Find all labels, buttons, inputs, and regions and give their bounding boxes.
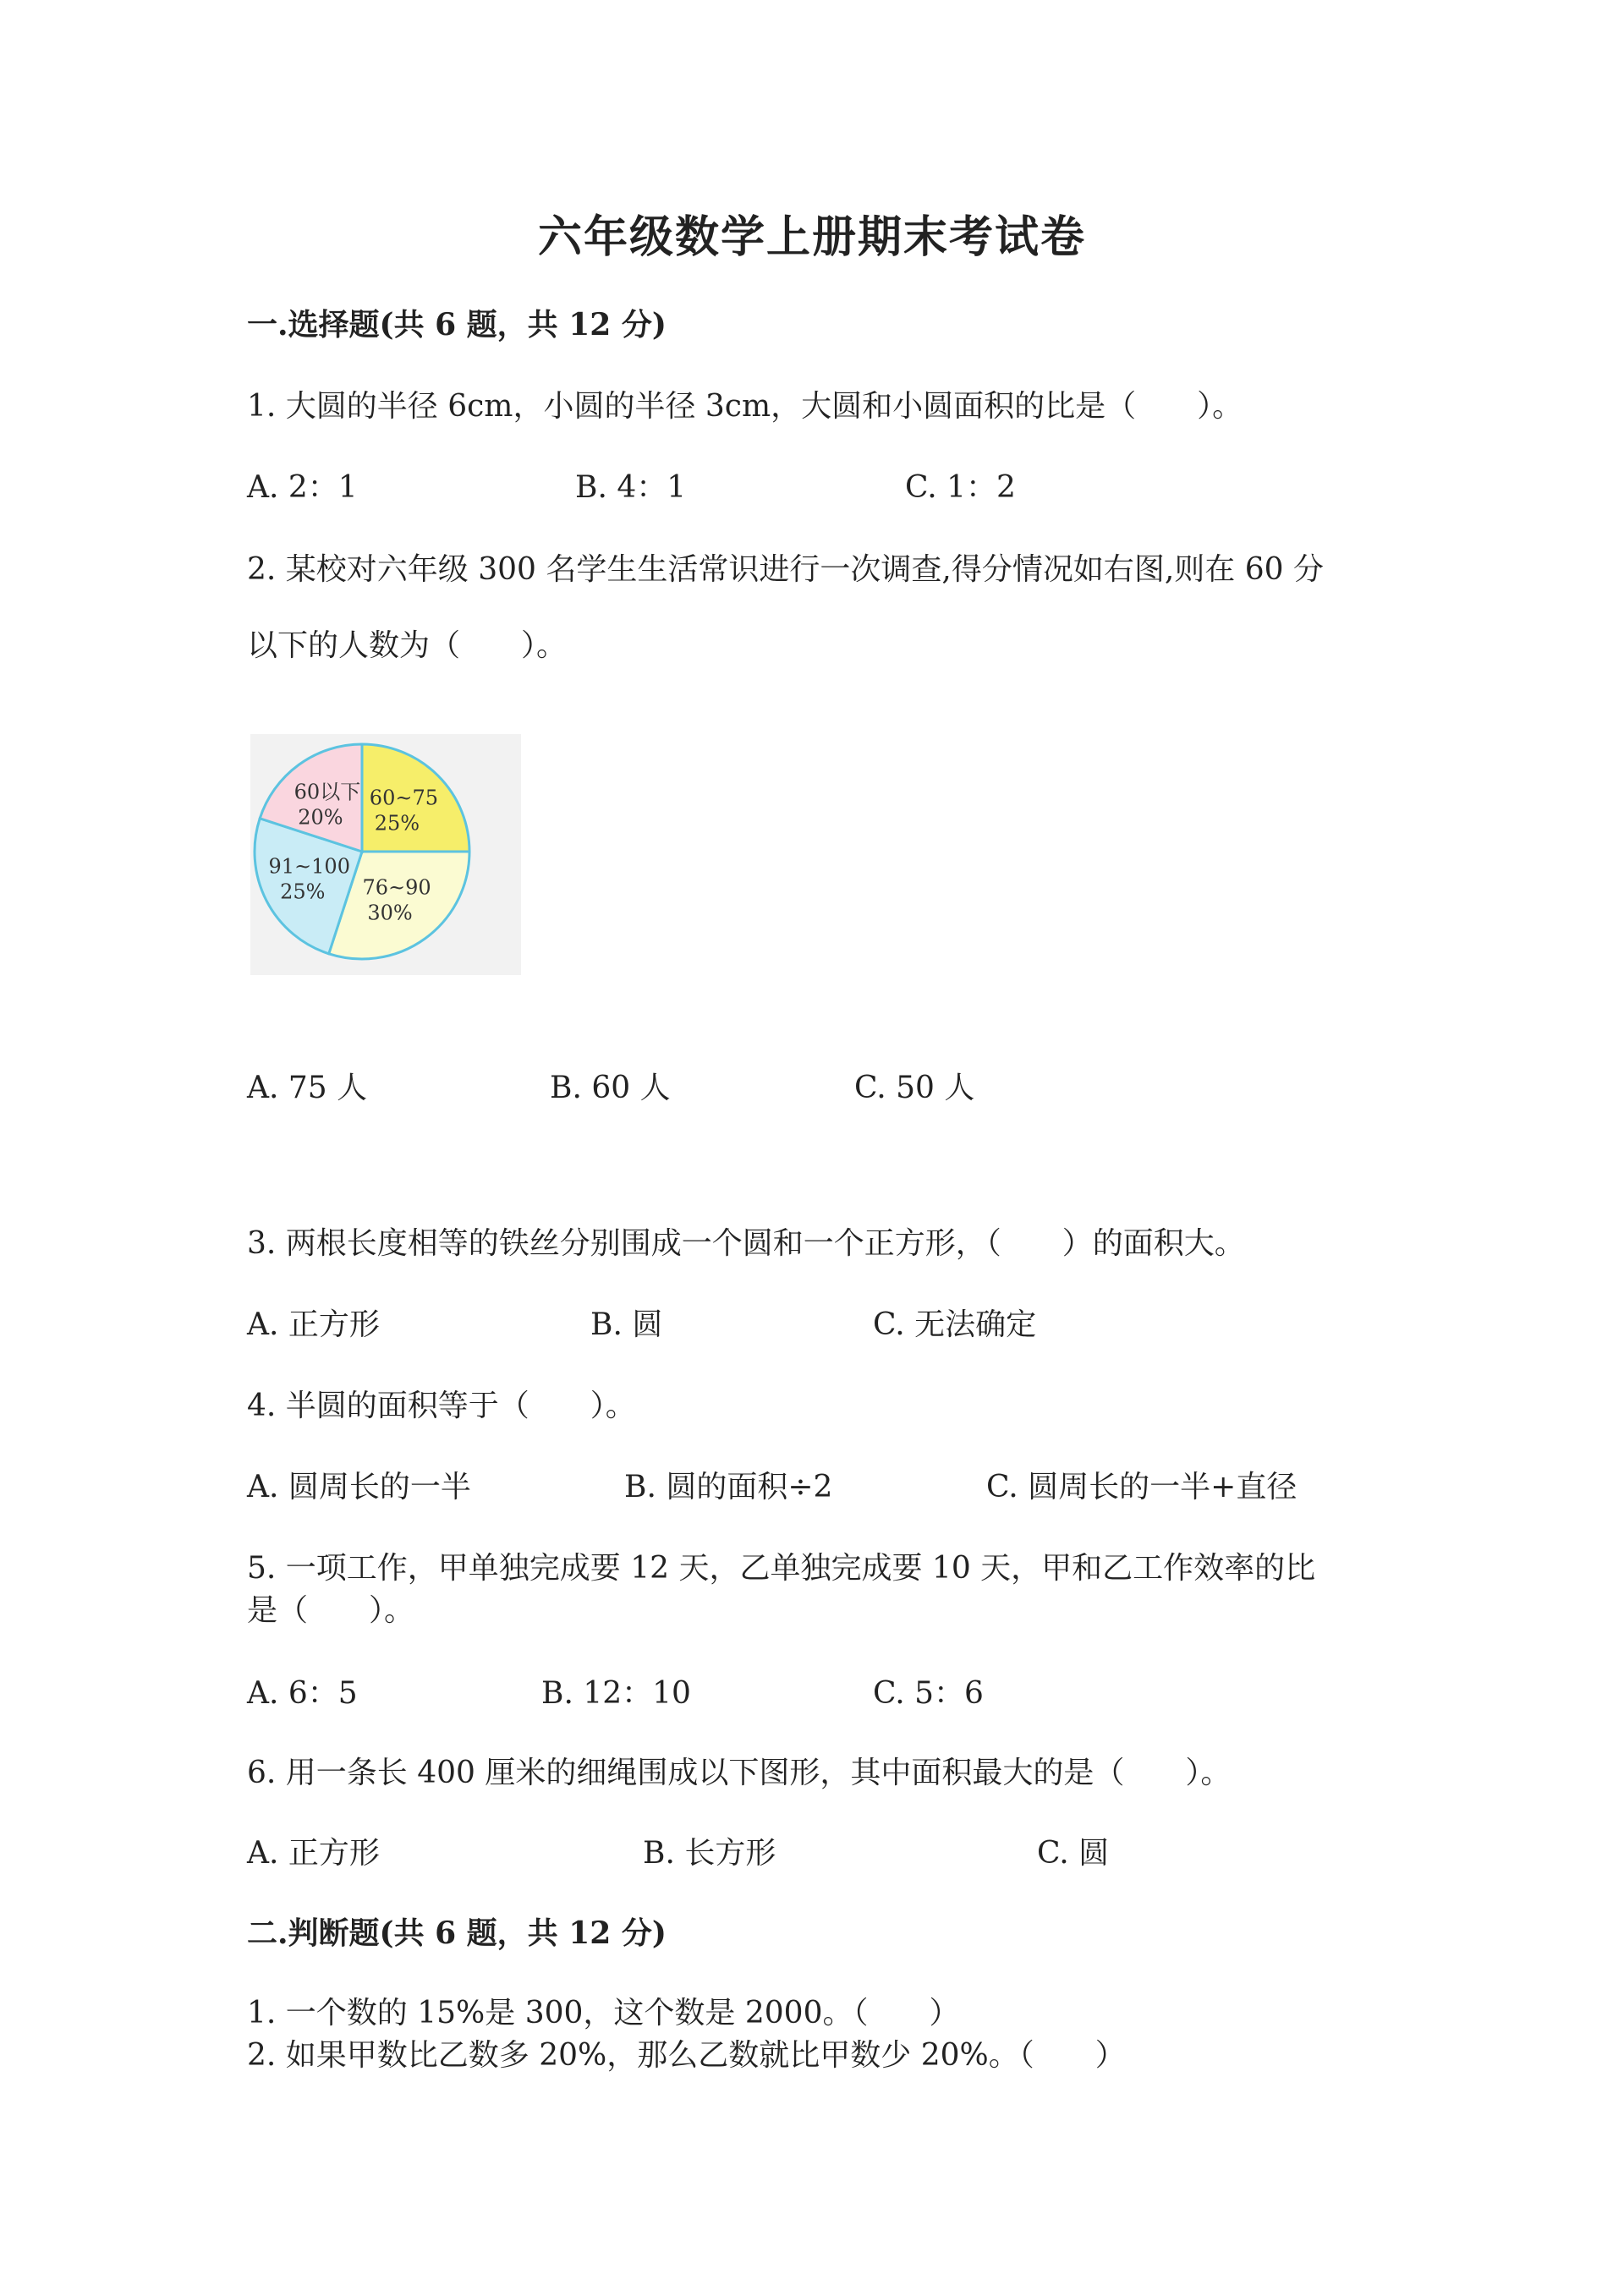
question-4-option-b: B. 圆的面积÷2 — [624, 1470, 833, 1504]
question-5-option-c: C. 5：6 — [873, 1676, 984, 1711]
question-3: 3. 两根长度相等的铁丝分别围成一个圆和一个正方形，（ ）的面积大。 — [247, 1226, 1245, 1261]
question-6-option-b: B. 长方形 — [643, 1836, 776, 1871]
pie-percent-label: 20% — [298, 805, 343, 830]
pie-percent-label: 25% — [374, 811, 420, 836]
question-2-line-2: 以下的人数为（ ）。 — [247, 628, 568, 663]
score-pie-chart — [250, 734, 521, 975]
pie-chart-svg — [250, 734, 521, 975]
pie-label: 60以下 — [294, 780, 361, 804]
question-4-option-c: C. 圆周长的一半+直径 — [986, 1470, 1298, 1504]
judgment-question-2: 2. 如果甲数比乙数多 20%，那么乙数就比甲数少 20%。（ ） — [247, 2038, 1126, 2073]
question-1: 1. 大圆的半径 6cm，小圆的半径 3cm，大圆和小圆面积的比是（ ）。 — [247, 389, 1243, 424]
pie-label: 91~100 — [268, 854, 350, 879]
question-3-option-a: A. 正方形 — [247, 1307, 380, 1342]
pie-percent-label: 25% — [280, 879, 326, 904]
question-6: 6. 用一条长 400 厘米的细绳围成以下图形，其中面积最大的是（ ）。 — [247, 1756, 1232, 1790]
question-2-line-1: 2. 某校对六年级 300 名学生生活常识进行一次调查,得分情况如右图,则在 60 分 — [247, 552, 1324, 587]
pie-label: 76~90 — [362, 875, 431, 900]
question-1-option-b: B. 4：1 — [575, 470, 687, 505]
pie-percent-label: 30% — [367, 901, 413, 925]
section-1-heading: 一.选择题(共 6 题，共 12 分) — [247, 307, 667, 342]
question-3-option-b: B. 圆 — [590, 1307, 663, 1342]
question-6-option-c: C. 圆 — [1037, 1836, 1110, 1871]
question-2-option-c: C. 50 人 — [854, 1071, 975, 1105]
page-title: 六年级数学上册期末考试卷 — [537, 211, 1087, 263]
question-1-option-c: C. 1：2 — [905, 470, 1016, 505]
question-1-option-a: A. 2：1 — [247, 470, 358, 505]
judgment-question-1: 1. 一个数的 15%是 300，这个数是 2000。（ ） — [247, 1996, 960, 2030]
question-6-option-a: A. 正方形 — [247, 1836, 380, 1871]
section-2-heading: 二.判断题(共 6 题，共 12 分) — [247, 1915, 667, 1951]
question-5-option-b: B. 12：10 — [541, 1676, 691, 1711]
question-4-option-a: A. 圆周长的一半 — [247, 1470, 471, 1504]
question-5-line-2: 是（ ）。 — [247, 1593, 415, 1628]
question-5-option-a: A. 6：5 — [247, 1676, 358, 1711]
question-2-option-a: A. 75 人 — [247, 1071, 368, 1105]
pie-label: 60~75 — [369, 786, 438, 810]
question-2-option-b: B. 60 人 — [550, 1071, 671, 1105]
question-5-line-1: 5. 一项工作，甲单独完成要 12 天，乙单独完成要 10 天，甲和乙工作效率的比 — [247, 1551, 1316, 1586]
question-4: 4. 半圆的面积等于（ ）。 — [247, 1389, 636, 1423]
question-3-option-c: C. 无法确定 — [873, 1307, 1037, 1342]
